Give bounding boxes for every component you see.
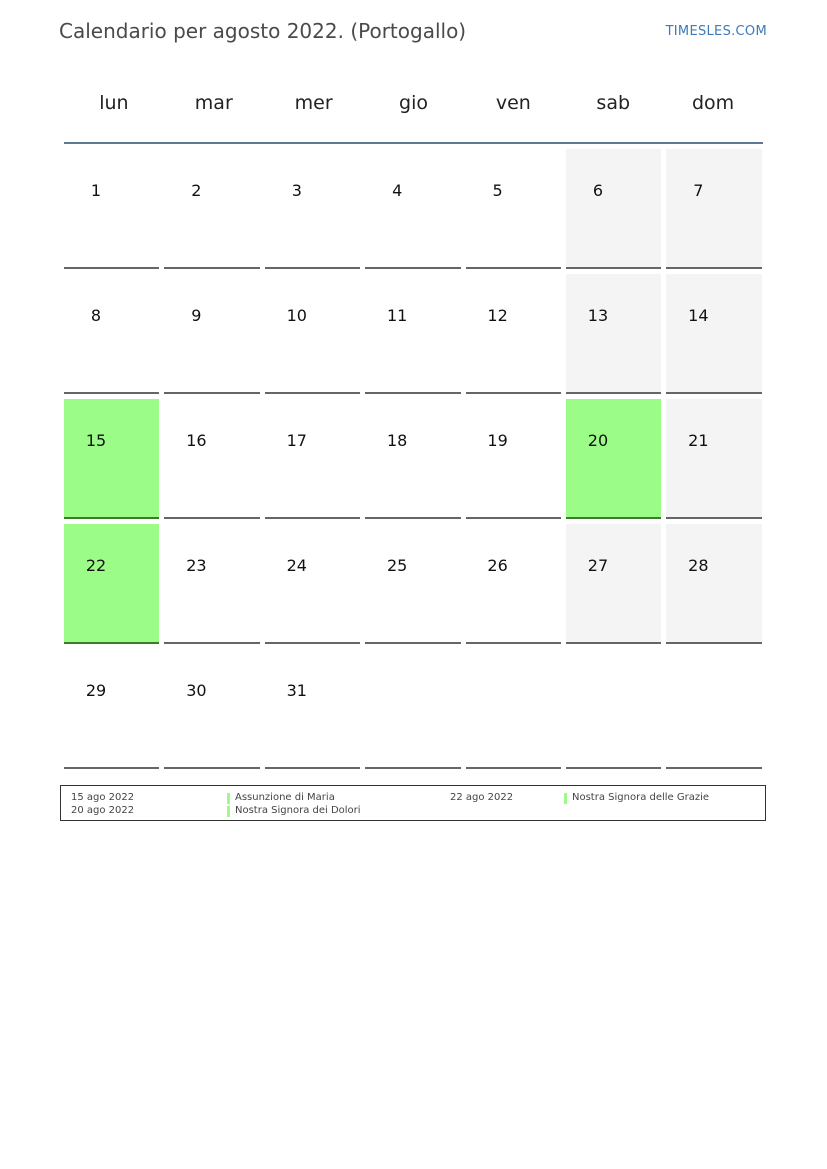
day-cell [164,649,259,769]
day-cell-weekend [666,399,761,519]
day-number: 9 [191,306,202,325]
legend-date: 22 ago 2022 [450,792,514,803]
weekday-label: mar [194,92,233,114]
day-number: 27 [587,556,609,575]
day-cell [566,649,661,769]
day-cell [365,524,460,644]
legend-date: 15 ago 2022 [71,792,135,803]
weekday-label: sab [596,92,631,114]
day-cell [365,649,460,769]
day-cell [164,274,259,394]
day-number: 10 [286,306,307,325]
week-row [64,149,763,269]
day-number: 29 [85,681,107,700]
day-number: 28 [688,556,709,575]
day-number: 3 [291,181,302,200]
day-number: 5 [492,181,503,200]
day-number: 12 [487,306,508,325]
day-number: 4 [392,181,403,200]
day-cell-weekend [566,524,661,644]
day-cell [265,274,360,394]
day-cell-weekend [566,274,661,394]
day-number: 17 [286,431,307,450]
day-number: 14 [688,306,709,325]
day-cell [64,649,159,769]
day-number: 1 [90,181,102,200]
day-cell [164,399,259,519]
day-cell [365,274,460,394]
day-number: 21 [688,431,709,450]
holiday-color-marker [227,793,230,804]
day-cell-holiday [64,399,159,519]
day-cell [466,649,561,769]
day-cell [64,149,159,269]
day-number: 13 [587,306,609,325]
day-cell [64,274,159,394]
site-link[interactable]: TIMESLES.COM [665,24,767,39]
day-number: 6 [592,181,604,200]
day-cell [164,149,259,269]
week-row [64,274,763,394]
day-cell [265,649,360,769]
weekday-label: lun [99,92,129,114]
day-cell [666,649,761,769]
holiday-color-marker [227,806,230,817]
day-number: 2 [191,181,202,200]
day-cell [265,524,360,644]
weeks-container [64,149,763,769]
day-cell-holiday [64,524,159,644]
weekday-label: dom [691,92,735,114]
day-cell [466,399,561,519]
day-number: 23 [186,556,207,575]
legend-holiday-name: Nostra Signora dei Dolori [235,805,361,816]
day-cell [365,399,460,519]
day-number: 16 [186,431,207,450]
day-number: 8 [90,306,102,325]
day-number: 31 [286,681,307,700]
day-number: 22 [85,556,107,575]
day-number: 20 [587,431,609,450]
calendar-grid [64,70,763,769]
day-number: 11 [386,306,408,325]
legend-date: 20 ago 2022 [71,805,135,816]
day-number: 30 [186,681,207,700]
week-row [64,524,763,644]
weekday-label: ven [495,92,531,114]
weekday-label: gio [399,92,428,114]
holiday-color-marker [564,793,567,804]
legend-holiday-name: Nostra Signora delle Grazie [572,792,710,803]
day-number: 24 [286,556,307,575]
day-cell-holiday [566,399,661,519]
day-number: 15 [85,431,107,450]
day-cell [164,524,259,644]
day-cell [466,149,561,269]
legend-holiday-name: Assunzione di Maria [235,792,335,803]
day-cell-weekend [666,149,761,269]
day-cell [466,524,561,644]
weekday-label: mer [294,92,333,114]
day-number: 18 [386,431,408,450]
page-title: Calendario per agosto 2022. (Portogallo) [59,19,467,43]
day-cell [365,149,460,269]
holiday-legend [60,785,766,821]
day-cell-weekend [666,524,761,644]
week-row [64,399,763,519]
day-number: 26 [487,556,508,575]
weekday-header [64,70,763,144]
day-cell [265,399,360,519]
day-cell [466,274,561,394]
week-row [64,649,763,769]
day-cell [265,149,360,269]
day-number: 25 [386,556,408,575]
day-number: 19 [487,431,508,450]
day-cell-weekend [666,274,761,394]
day-cell-weekend [566,149,661,269]
day-number: 7 [693,181,704,200]
